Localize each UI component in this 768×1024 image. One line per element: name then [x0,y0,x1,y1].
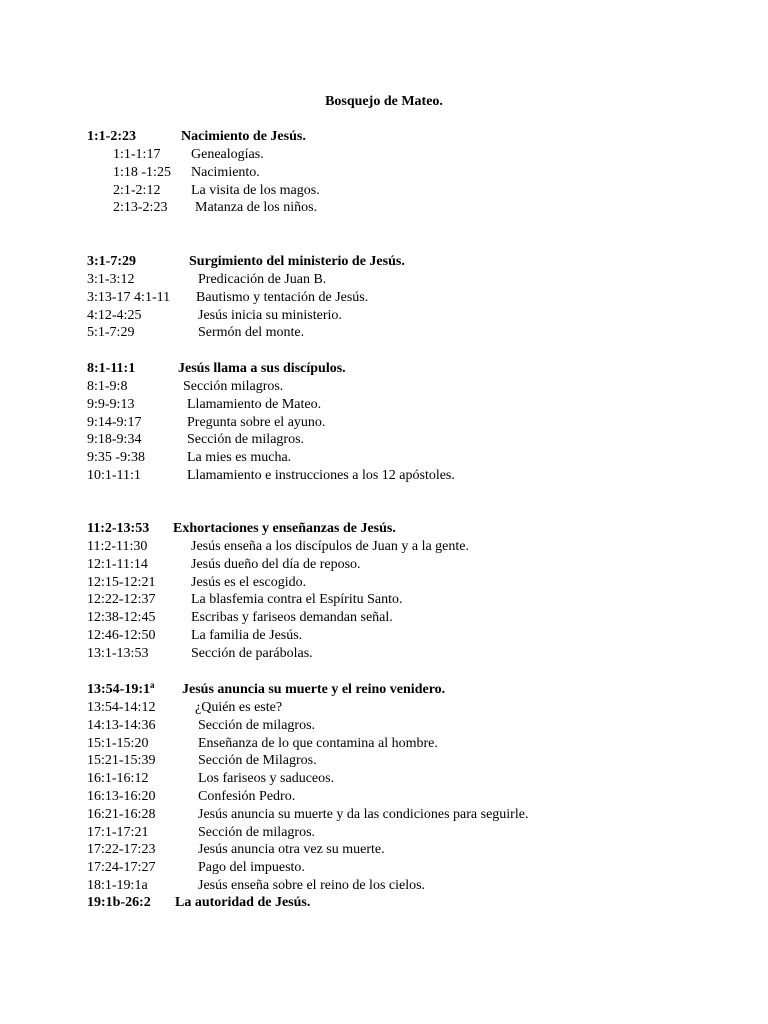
item-reference: 3:1-3:12 [87,272,135,287]
section-heading: La autoridad de Jesús. [175,895,311,910]
section-reference: 3:1-7:29 [87,254,136,269]
section-heading: Jesús llama a sus discípulos. [178,361,346,376]
item-description: Jesús enseña a los discípulos de Juan y a la gente. [191,539,469,554]
item-reference: 13:54-14:12 [87,700,156,715]
item-description: Llamamiento de Mateo. [187,396,322,412]
item-description: Genealogías. [191,147,264,162]
item-description: Sección de Milagros. [198,753,317,769]
item-reference: 12:1-11:14 [87,556,148,572]
item-description: Jesús enseña sobre el reino de los cielos. [198,878,426,893]
section-reference: 13:54-19:1 [87,682,150,697]
item-description: Escribas y fariseos demandan señal. [191,610,393,626]
item-description: Jesús anuncia su muerte y da las condiciones para seguirle. [198,806,529,822]
document-title: Bosquejo de Mateo. [325,94,443,109]
item-reference: 11:2-11:30 [87,539,148,554]
item-reference: 2:13-2:23 [113,200,168,216]
item-reference: 4:12-4:25 [87,307,142,323]
item-description: ¿Quién es este? [195,700,283,715]
section-heading: Exhortaciones y enseñanzas de Jesús. [173,521,396,536]
item-description: Sermón del monte. [198,325,305,341]
item-description: Bautismo y tentación de Jesús. [196,289,369,305]
item-reference: 9:35 -9:38 [87,450,145,466]
item-reference: 12:38-12:45 [87,610,156,626]
item-description: Los fariseos y saduceos. [198,771,335,787]
item-description: Sección de milagros. [198,824,316,840]
item-reference: 16:13-16:20 [87,789,156,804]
item-description: Enseñanza de lo que contamina al hombre. [198,735,438,751]
item-reference: 8:1-9:8 [87,379,128,394]
item-reference: 9:9-9:13 [87,396,135,412]
item-reference: 17:24-17:27 [87,860,156,876]
item-reference: 15:21-15:39 [87,753,156,769]
item-description: Pregunta sobre el ayuno. [187,414,326,430]
item-description: La familia de Jesús. [191,628,303,643]
item-reference: 14:13-14:36 [87,717,156,733]
item-reference: 9:18-9:34 [87,432,142,448]
item-reference: 5:1-7:29 [87,325,135,341]
item-reference: 17:22-17:23 [87,842,156,858]
item-reference: 9:14-9:17 [87,414,142,430]
section-reference: 11:2-13:53 [87,521,150,536]
item-reference: 13:1-13:53 [87,645,149,661]
item-description: Jesús inicia su ministerio. [198,307,342,323]
section-reference-superscript: a [150,680,155,690]
section-heading: Jesús anuncia su muerte y el reino venidero. [182,682,446,697]
item-description: Confesión Pedro. [198,789,296,804]
item-reference: 12:46-12:50 [87,628,156,643]
item-reference: 1:18 -1:25 [113,164,171,180]
item-description: La visita de los magos. [191,182,320,198]
item-reference: 17:1-17:21 [87,824,149,840]
item-reference: 16:1-16:12 [87,771,149,787]
item-reference: 10:1-11:1 [87,468,141,483]
section-heading: Nacimiento de Jesús. [181,129,306,144]
item-description: Jesús dueño del día de reposo. [191,556,361,572]
item-description: Jesús es el escogido. [191,574,307,590]
item-description: Pago del impuesto. [198,860,305,876]
item-description: Llamamiento e instrucciones a los 12 apóstoles. [187,468,455,483]
item-description: Matanza de los niños. [195,200,318,216]
item-description: Predicación de Juan B. [198,272,327,287]
item-reference: 3:13-17 4:1-11 [87,289,171,305]
item-description: Sección milagros. [183,379,284,394]
item-reference: 16:21-16:28 [87,806,156,822]
item-description: La mies es mucha. [187,450,292,466]
item-reference: 2:1-2:12 [113,182,161,198]
section-heading: Surgimiento del ministerio de Jesús. [189,254,405,269]
item-reference: 12:15-12:21 [87,574,156,590]
item-reference: 15:1-15:20 [87,735,149,751]
item-reference: 1:1-1:17 [113,147,161,162]
item-description: Sección de milagros. [187,432,305,448]
item-reference: 18:1-19:1a [87,878,148,893]
item-description: Jesús anuncia otra vez su muerte. [198,842,385,858]
section-reference: 8:1-11:1 [87,361,136,376]
item-reference: 12:22-12:37 [87,592,156,608]
item-description: La blasfemia contra el Espíritu Santo. [191,592,403,608]
item-description: Sección de parábolas. [191,645,313,661]
item-description: Nacimiento. [191,164,260,180]
section-reference: 1:1-2:23 [87,129,136,144]
section-reference-wrap [87,681,155,699]
section-reference: 19:1b-26:2 [87,895,151,910]
item-description: Sección de milagros. [198,717,316,733]
